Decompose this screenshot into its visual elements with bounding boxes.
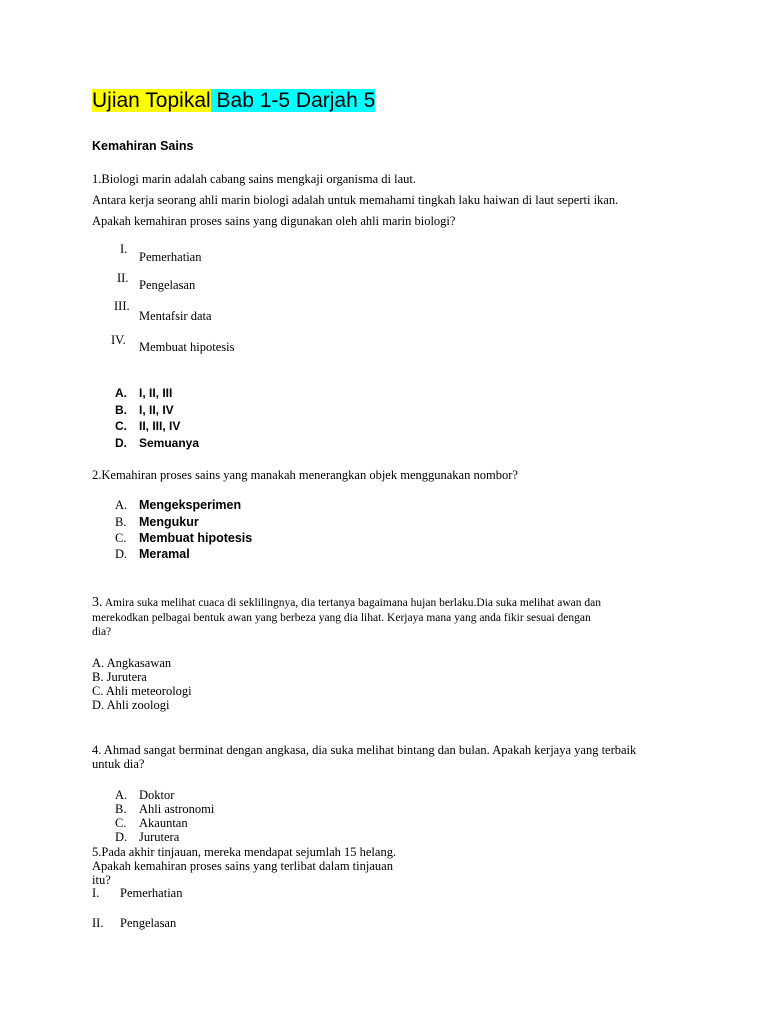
q3-number: 3. xyxy=(92,595,103,610)
q3-line-1 xyxy=(92,595,601,611)
q1-line-1: 1.Biologi marin adalah cabang sains mengkaji organisma di laut. xyxy=(92,172,416,186)
item-text: Pemerhatian xyxy=(120,886,183,900)
option-text: Semuanya xyxy=(139,436,200,450)
q3-option: B. Jurutera xyxy=(92,670,147,684)
q1-option xyxy=(115,419,180,433)
q2-option xyxy=(115,545,190,563)
option-letter: B. xyxy=(115,802,127,816)
title-part-1: Ujian Topikal xyxy=(92,89,211,112)
q4-line-1: 4. Ahmad sangat berminat dengan angkasa, dia suka melihat bintang dan bulan. Apakah kerjaya yang terbaik xyxy=(92,743,637,757)
option-letter: C. xyxy=(115,531,127,545)
option-text: Doktor xyxy=(139,788,175,802)
q1-option xyxy=(115,403,174,417)
item-num: I. xyxy=(92,886,100,900)
q1-item-text: Membuat hipotesis xyxy=(139,340,235,354)
q3-option: A. Angkasawan xyxy=(92,656,172,670)
option-letter: B. xyxy=(115,403,127,417)
q5-line-1: 5.Pada akhir tinjauan, mereka mendapat sejumlah 15 helang. xyxy=(92,845,397,859)
option-text: Mengukur xyxy=(139,515,199,529)
q1-item-num: II. xyxy=(117,271,129,285)
item-num: II. xyxy=(92,916,104,930)
option-letter: D. xyxy=(115,547,128,561)
document-title xyxy=(92,89,375,113)
option-text: II, III, IV xyxy=(139,419,181,433)
q4-option xyxy=(115,802,214,817)
q4-line-2: untuk dia? xyxy=(92,757,145,771)
q5-line-3: itu? xyxy=(92,873,111,887)
q2-text: 2.Kemahiran proses sains yang manakah menerangkan objek menggunakan nombor? xyxy=(92,468,518,482)
option-letter: A. xyxy=(115,386,127,400)
q1-item-num: I. xyxy=(120,242,128,256)
option-text: I, II, IV xyxy=(139,403,174,417)
q3-line-2: merekodkan pelbagai bentuk awan yang berbeza yang dia lihat. Kerjaya mana yang anda fikir sesuai dengan xyxy=(92,612,591,624)
q1-line-3: Apakah kemahiran proses sains yang digunakan oleh ahli marin biologi? xyxy=(92,214,456,228)
q5-item xyxy=(92,886,182,901)
option-letter: A. xyxy=(115,498,128,512)
option-letter: B. xyxy=(115,515,127,529)
q2-option xyxy=(115,496,241,514)
q4-option xyxy=(115,788,174,803)
q5-line-2: Apakah kemahiran proses sains yang terlibat dalam tinjauan xyxy=(92,859,393,873)
q3-option: C. Ahli meteorologi xyxy=(92,684,192,698)
option-text: Mengeksperimen xyxy=(139,498,242,512)
title-part-2: Bab 1-5 Darjah 5 xyxy=(210,89,376,112)
option-text: I, II, III xyxy=(139,386,173,400)
q4-option xyxy=(115,830,179,845)
q5-item xyxy=(92,916,176,931)
q3-line-3: dia? xyxy=(92,626,112,638)
option-letter: C. xyxy=(115,816,127,830)
option-letter: D. xyxy=(115,830,128,844)
q1-item-text: Mentafsir data xyxy=(139,309,212,323)
q1-item-text: Pengelasan xyxy=(139,278,196,292)
item-text: Pengelasan xyxy=(120,916,177,930)
option-letter: C. xyxy=(115,419,127,433)
option-letter: D. xyxy=(115,436,127,450)
q1-item-num: III. xyxy=(114,299,130,313)
q1-item-text: Pemerhatian xyxy=(139,250,202,264)
q4-option xyxy=(115,816,188,831)
option-text: Jurutera xyxy=(139,830,180,844)
q1-item-num: IV. xyxy=(111,333,126,347)
q1-line-2: Antara kerja seorang ahli marin biologi adalah untuk memahami tingkah laku haiwan di laut seperti ikan. xyxy=(92,193,619,207)
q1-option xyxy=(115,436,199,450)
q1-option xyxy=(115,386,172,400)
section-heading: Kemahiran Sains xyxy=(92,139,194,153)
option-text: Meramal xyxy=(139,547,190,561)
q3-option: D. Ahli zoologi xyxy=(92,698,170,712)
option-text: Akauntan xyxy=(139,816,188,830)
option-letter: A. xyxy=(115,788,128,802)
option-text: Ahli astronomi xyxy=(139,802,215,816)
option-text: Membuat hipotesis xyxy=(139,531,253,545)
q3-line-1-text: Amira suka melihat cuaca di seklilingnya, dia tertanya bagaimana hujan berlaku.Dia suka melihat awan dan xyxy=(102,597,601,609)
